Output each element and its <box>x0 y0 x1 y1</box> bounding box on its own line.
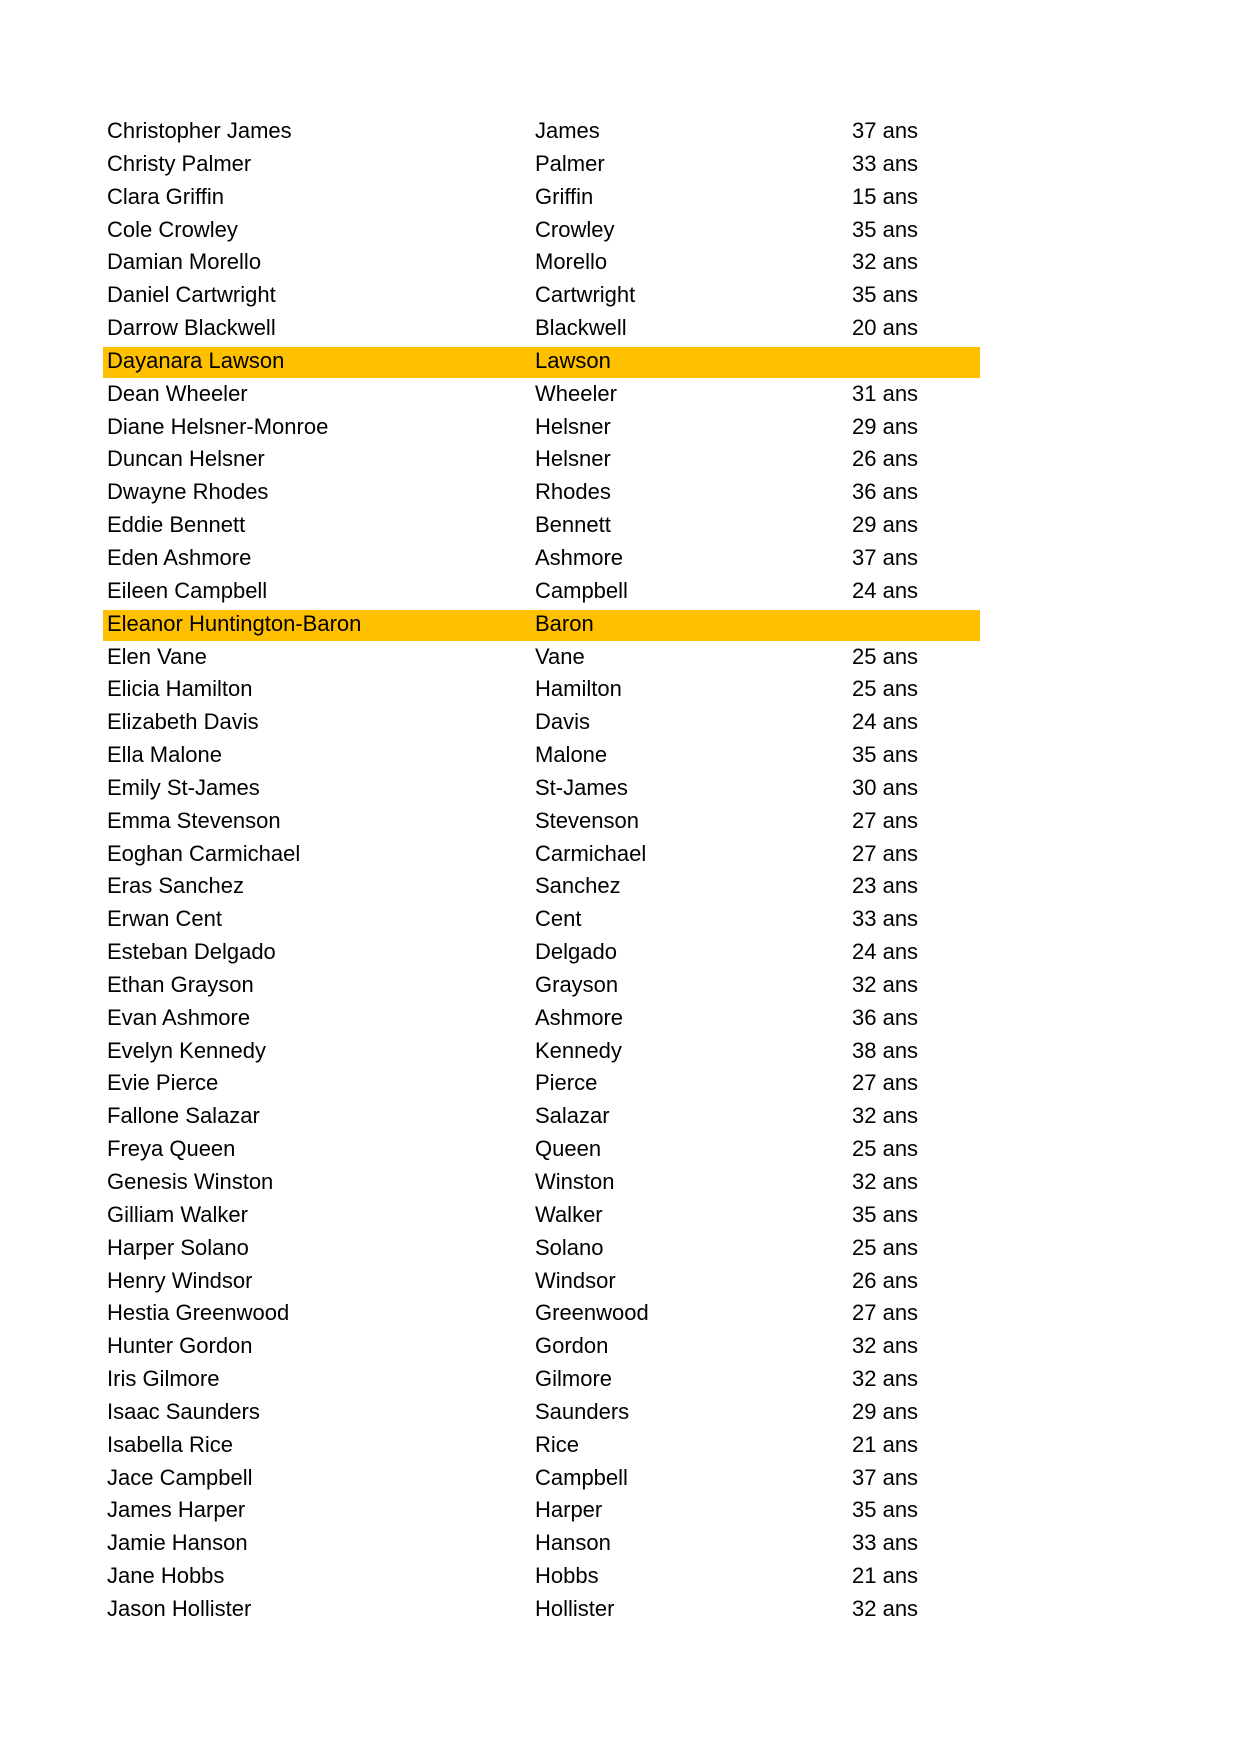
cell-age: 25 ans <box>852 676 919 702</box>
cell-age: 27 ans <box>852 840 919 866</box>
cell-last-name: Morello <box>535 249 608 275</box>
cell-age: 37 ans <box>852 544 919 570</box>
cell-age: 21 ans <box>852 1563 919 1589</box>
cell-full-name: Eddie Bennett <box>107 512 246 538</box>
table-row <box>0 1002 1241 1035</box>
cell-full-name: Emma Stevenson <box>107 807 281 833</box>
cell-full-name: Jane Hobbs <box>107 1563 225 1589</box>
cell-last-name: Saunders <box>535 1398 630 1424</box>
table-row <box>0 1067 1241 1100</box>
cell-full-name: Jace Campbell <box>107 1464 253 1490</box>
cell-full-name: Evan Ashmore <box>107 1004 251 1030</box>
cell-age: 35 ans <box>852 742 919 768</box>
cell-full-name: Eileen Campbell <box>107 577 268 603</box>
cell-age: 29 ans <box>852 1398 919 1424</box>
cell-age: 37 ans <box>852 118 919 143</box>
table-row <box>0 575 1241 608</box>
cell-full-name: Christy Palmer <box>107 150 252 176</box>
table-row <box>0 1232 1241 1265</box>
table-row <box>0 673 1241 706</box>
cell-last-name: Bennett <box>535 512 611 538</box>
cell-last-name: Cartwright <box>535 282 636 308</box>
cell-age: 35 ans <box>852 216 919 242</box>
cell-last-name: Winston <box>535 1169 615 1194</box>
cell-full-name: Hestia Greenwood <box>107 1300 290 1326</box>
cell-full-name: Clara Griffin <box>107 183 224 209</box>
cell-last-name: Delgado <box>535 939 617 965</box>
table-row <box>0 542 1241 575</box>
cell-age: 38 ans <box>852 1037 919 1063</box>
table-row <box>0 1527 1241 1560</box>
cell-age: 36 ans <box>852 479 919 505</box>
cell-full-name: Genesis Winston <box>107 1169 274 1194</box>
cell-age: 32 ans <box>852 1169 919 1194</box>
cell-last-name: Pierce <box>535 1070 598 1096</box>
table-row <box>0 1462 1241 1495</box>
spreadsheet-table <box>0 115 1241 1626</box>
cell-full-name: Evelyn Kennedy <box>107 1037 266 1063</box>
cell-age: 32 ans <box>852 971 919 997</box>
cell-age: 30 ans <box>852 774 919 800</box>
cell-age: 33 ans <box>852 906 919 932</box>
cell-full-name: Cole Crowley <box>107 216 238 242</box>
table-row <box>0 1593 1241 1626</box>
cell-full-name: Elen Vane <box>107 643 207 669</box>
cell-last-name: Lawson <box>535 347 611 373</box>
cell-last-name: Harper <box>535 1497 603 1523</box>
cell-full-name: Jason Hollister <box>107 1595 252 1621</box>
cell-last-name: Hanson <box>535 1530 611 1556</box>
cell-last-name: Salazar <box>535 1103 610 1129</box>
table-row <box>0 1560 1241 1593</box>
table-row-highlighted <box>0 345 1241 378</box>
cell-age: 32 ans <box>852 1595 919 1621</box>
cell-full-name: Gilliam Walker <box>107 1201 248 1227</box>
cell-full-name: Dayanara Lawson <box>107 347 285 373</box>
cell-age: 24 ans <box>852 709 919 735</box>
cell-last-name: Palmer <box>535 150 605 176</box>
table-row-highlighted <box>0 608 1241 641</box>
cell-full-name: Diane Helsner-Monroe <box>107 413 329 439</box>
cell-full-name: Ethan Grayson <box>107 971 254 997</box>
cell-last-name: James <box>535 118 600 143</box>
cell-full-name: Eoghan Carmichael <box>107 840 301 866</box>
cell-age: 23 ans <box>852 873 919 899</box>
table-row <box>0 1199 1241 1232</box>
cell-last-name: Vane <box>535 643 585 669</box>
cell-full-name: Iris Gilmore <box>107 1366 220 1392</box>
table-row <box>0 805 1241 838</box>
cell-age: 32 ans <box>852 1103 919 1129</box>
cell-full-name: Eden Ashmore <box>107 544 252 570</box>
cell-age: 29 ans <box>852 512 919 538</box>
cell-last-name: Blackwell <box>535 315 627 341</box>
table-row <box>0 1265 1241 1298</box>
cell-last-name: Wheeler <box>535 380 617 406</box>
table-row <box>0 1297 1241 1330</box>
cell-full-name: Evie Pierce <box>107 1070 219 1096</box>
cell-full-name: James Harper <box>107 1497 246 1523</box>
cell-age: 35 ans <box>852 1201 919 1227</box>
table-row <box>0 411 1241 444</box>
table-row <box>0 181 1241 214</box>
cell-full-name: Isaac Saunders <box>107 1398 260 1424</box>
table-row <box>0 870 1241 903</box>
table-row <box>0 936 1241 969</box>
table-row <box>0 1396 1241 1429</box>
table-row <box>0 1429 1241 1462</box>
cell-last-name: Campbell <box>535 577 628 603</box>
cell-last-name: Walker <box>535 1201 603 1227</box>
cell-age: 24 ans <box>852 939 919 965</box>
cell-last-name: Greenwood <box>535 1300 649 1326</box>
cell-age: 33 ans <box>852 1530 919 1556</box>
cell-full-name: Christopher James <box>107 118 292 143</box>
cell-full-name: Emily St-James <box>107 774 260 800</box>
cell-full-name: Ella Malone <box>107 742 222 768</box>
table-row <box>0 772 1241 805</box>
cell-full-name: Isabella Rice <box>107 1431 233 1457</box>
cell-age: 36 ans <box>852 1004 919 1030</box>
cell-last-name: Helsner <box>535 413 611 439</box>
cell-age: 24 ans <box>852 577 919 603</box>
table-row <box>0 706 1241 739</box>
cell-full-name: Dean Wheeler <box>107 380 248 406</box>
cell-full-name: Jamie Hanson <box>107 1530 248 1556</box>
table-row <box>0 509 1241 542</box>
cell-age: 25 ans <box>852 643 919 669</box>
table-row <box>0 1363 1241 1396</box>
table-row <box>0 838 1241 871</box>
cell-age: 20 ans <box>852 315 919 341</box>
cell-age: 37 ans <box>852 1464 919 1490</box>
cell-full-name: Daniel Cartwright <box>107 282 276 308</box>
cell-full-name: Harper Solano <box>107 1234 249 1260</box>
cell-full-name: Damian Morello <box>107 249 262 275</box>
cell-last-name: Davis <box>535 709 591 735</box>
cell-age: 27 ans <box>852 807 919 833</box>
cell-full-name: Esteban Delgado <box>107 939 276 965</box>
cell-age: 35 ans <box>852 282 919 308</box>
cell-last-name: Gilmore <box>535 1366 613 1392</box>
cell-age: 33 ans <box>852 150 919 176</box>
cell-last-name: Crowley <box>535 216 615 242</box>
cell-full-name: Freya Queen <box>107 1136 236 1162</box>
cell-full-name: Hunter Gordon <box>107 1333 253 1359</box>
table-row <box>0 1133 1241 1166</box>
cell-age: 27 ans <box>852 1070 919 1096</box>
cell-last-name: Windsor <box>535 1267 616 1293</box>
cell-age: 26 ans <box>852 446 919 472</box>
table-row <box>0 279 1241 312</box>
table-row <box>0 739 1241 772</box>
cell-full-name: Eras Sanchez <box>107 873 244 899</box>
cell-last-name: Solano <box>535 1234 604 1260</box>
cell-age: 29 ans <box>852 413 919 439</box>
cell-last-name: Gordon <box>535 1333 609 1359</box>
table-row <box>0 214 1241 247</box>
cell-age: 25 ans <box>852 1136 919 1162</box>
table-row <box>0 1494 1241 1527</box>
cell-last-name: Ashmore <box>535 544 624 570</box>
table-row <box>0 443 1241 476</box>
cell-last-name: Queen <box>535 1136 602 1162</box>
cell-age: 26 ans <box>852 1267 919 1293</box>
cell-age: 32 ans <box>852 249 919 275</box>
table-row <box>0 1035 1241 1068</box>
table-row <box>0 1166 1241 1199</box>
table-row <box>0 246 1241 279</box>
cell-last-name: St-James <box>535 774 628 800</box>
cell-last-name: Malone <box>535 742 608 768</box>
cell-last-name: Carmichael <box>535 840 647 866</box>
cell-last-name: Kennedy <box>535 1037 622 1063</box>
cell-last-name: Stevenson <box>535 807 639 833</box>
cell-last-name: Grayson <box>535 971 619 997</box>
cell-full-name: Eleanor Huntington-Baron <box>107 610 362 636</box>
cell-age: 21 ans <box>852 1431 919 1457</box>
cell-age: 32 ans <box>852 1333 919 1359</box>
table-row <box>0 115 1241 148</box>
cell-age: 35 ans <box>852 1497 919 1523</box>
cell-full-name: Erwan Cent <box>107 906 222 932</box>
cell-age: 15 ans <box>852 183 919 209</box>
table-row <box>0 476 1241 509</box>
cell-full-name: Elizabeth Davis <box>107 709 259 735</box>
table-row <box>0 969 1241 1002</box>
table-row <box>0 1330 1241 1363</box>
table-row <box>0 148 1241 181</box>
cell-last-name: Sanchez <box>535 873 621 899</box>
cell-age: 27 ans <box>852 1300 919 1326</box>
table-row <box>0 312 1241 345</box>
cell-full-name: Dwayne Rhodes <box>107 479 269 505</box>
cell-full-name: Duncan Helsner <box>107 446 265 472</box>
cell-last-name: Helsner <box>535 446 611 472</box>
cell-full-name: Fallone Salazar <box>107 1103 260 1129</box>
cell-age: 25 ans <box>852 1234 919 1260</box>
cell-last-name: Hollister <box>535 1595 615 1621</box>
cell-last-name: Griffin <box>535 183 594 209</box>
table-row <box>0 1100 1241 1133</box>
cell-last-name: Hamilton <box>535 676 622 702</box>
table-row <box>0 378 1241 411</box>
cell-last-name: Rice <box>535 1431 580 1457</box>
table-row <box>0 903 1241 936</box>
cell-last-name: Hobbs <box>535 1563 599 1589</box>
cell-last-name: Baron <box>535 610 594 636</box>
cell-age: 32 ans <box>852 1366 919 1392</box>
cell-last-name: Ashmore <box>535 1004 624 1030</box>
cell-full-name: Darrow Blackwell <box>107 315 276 341</box>
table-row <box>0 641 1241 674</box>
cell-full-name: Elicia Hamilton <box>107 676 253 702</box>
cell-last-name: Campbell <box>535 1464 628 1490</box>
cell-last-name: Cent <box>535 906 582 932</box>
cell-last-name: Rhodes <box>535 479 611 505</box>
cell-full-name: Henry Windsor <box>107 1267 253 1293</box>
cell-age: 31 ans <box>852 380 919 406</box>
